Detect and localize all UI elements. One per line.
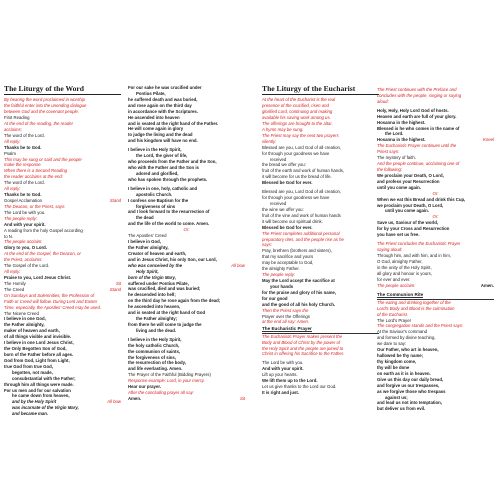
line-text: the almighty Father.: [262, 266, 300, 272]
line-text: the Father almighty,: [128, 244, 169, 250]
posture-cue: All bow: [231, 262, 245, 268]
line-text: born of the Father before all ages.: [4, 351, 74, 357]
line-text: The Prayer of the Faithful (Bidding Prayers): [128, 372, 211, 378]
line-text: and rose again on the third day: [128, 102, 192, 108]
line-text: the faithful enter into the unending dialogue: [4, 103, 87, 109]
line-text: A reading from the holy Gospel according: [4, 227, 83, 233]
line-text: The Gospel of the Lord.: [4, 263, 50, 269]
line-text: between God and the covenant people.: [4, 109, 80, 115]
line-text: thy will be done: [377, 364, 410, 370]
creed-column: [128, 85, 245, 402]
line-text: the Father almighty,: [4, 322, 45, 328]
line-text: I believe in one God,: [4, 316, 46, 322]
line-text: And with your spirit.: [4, 221, 46, 227]
line-text: all glory and honour is yours,: [377, 270, 432, 276]
line-text: for ever and ever.: [377, 276, 411, 282]
posture-cue: All bow: [107, 399, 121, 405]
line-text: At the heart of the Eucharist is the real: [262, 97, 336, 103]
line-text: and his kingdom will have no end.: [128, 138, 198, 144]
line-text: Glory to you, O Lord.: [4, 245, 47, 251]
line-text: Give us this day our daily bread,: [377, 376, 444, 382]
line-text: The people reply:: [4, 215, 38, 221]
line-text: Creator of heaven and earth,: [128, 250, 187, 256]
line-text: Save us, Saviour of the world,: [377, 220, 439, 226]
line-text: for through your goodness we have: [262, 150, 330, 156]
line-text: And with your spirit.: [262, 366, 304, 372]
line-text: received: [270, 201, 287, 207]
line-text: against us;: [385, 394, 408, 400]
line-text: preparatory rites, and the people rise as he: [262, 236, 344, 242]
line-text: apostolic Church.: [136, 191, 173, 197]
line-text: The Lord be with you.: [4, 209, 46, 215]
line-text: and profess your Resurrection: [377, 178, 440, 184]
line-text: Priest says:: [377, 149, 400, 155]
line-text: Let us give thanks to the Lord our God.: [262, 384, 337, 390]
line-text: at the end all say: Amen.: [262, 319, 310, 325]
line-text: He will come again in glory: [128, 126, 184, 132]
line-text: available his saving work among us.: [262, 115, 331, 121]
line-text: may be acceptable to God,: [262, 260, 314, 266]
line-text: the Lord, the giver of life,: [136, 153, 188, 159]
line-text: Hosanna in the highest.: [377, 119, 426, 125]
text-line: [377, 406, 494, 412]
line-text: until you come again.: [385, 208, 429, 214]
line-text: and became man.: [12, 411, 49, 417]
line-text: from there he will come to judge the: [128, 321, 202, 327]
line-text: silently:: [262, 138, 277, 144]
line-text: At the end of the Gospel, the Deacon, or: [4, 251, 81, 257]
line-text: and is seated at the right hand of the Father.: [128, 120, 219, 126]
line-text: he suffered death and was buried,: [128, 96, 198, 102]
line-text: Through him, and with him, and in him,: [377, 252, 452, 258]
line-text: Holy, Holy, Holy Lord God of hosts.: [377, 107, 449, 113]
line-text: Body and Blood of Christ by the power of: [262, 339, 341, 345]
line-text: fruit of the earth and work of human hands,: [262, 168, 344, 174]
line-text: for through your goodness we have: [262, 195, 330, 201]
liturgy-of-the-eucharist-column: [262, 85, 379, 396]
line-text: The Priest continues with the Preface and: [377, 87, 457, 92]
line-text: I believe in one, holy, catholic and: [128, 185, 198, 191]
line-text: Response example: Lord, in your mercy.: [128, 378, 205, 384]
line-text: The word of the Lord.: [4, 132, 45, 138]
line-text: who has spoken through the prophets.: [128, 176, 208, 182]
line-text: for the praise and glory of his name,: [262, 289, 337, 295]
line-text: and forgive us our trespasses,: [377, 382, 440, 388]
line-text: but deliver us from evil.: [377, 406, 426, 412]
posture-cue: Stand: [109, 286, 121, 292]
line-text: For our sake he was crucified under: [128, 85, 202, 90]
line-text: The Eucharistic Prayer: [262, 326, 312, 332]
line-text: Hosanna in the highest.: [377, 137, 426, 143]
line-text: Amen.: [128, 396, 142, 402]
line-text: At the end of the reading, the reader: [4, 121, 74, 127]
line-text: until you come again.: [377, 184, 421, 190]
line-text: All reply:: [4, 186, 21, 192]
line-text: it will become for us the bread of life.: [262, 174, 332, 180]
line-text: the communion of saints,: [128, 348, 181, 354]
line-text: Lord's Body and Blood is the culmination: [377, 305, 455, 311]
line-text: the forgiveness of sins,: [128, 354, 176, 360]
line-text: true God from true God,: [4, 363, 53, 369]
line-text: adored and glorified,: [136, 170, 179, 176]
line-text: was incarnate of the Virgin Mary,: [12, 405, 79, 411]
line-text: he ascended into heaven,: [128, 304, 181, 310]
communion-column: [377, 87, 494, 412]
line-text: begotten, not made,: [12, 369, 53, 375]
text-line: [128, 396, 245, 402]
posture-cue: Kneel: [483, 137, 494, 143]
line-text: to N.: [4, 233, 14, 239]
line-text: May the Lord accept the sacrifice at: [262, 278, 335, 283]
line-text: The Creed: [4, 286, 25, 292]
section-subheading: [262, 326, 379, 333]
section-subheading: [377, 292, 494, 299]
line-text: you have set us free.: [377, 232, 420, 238]
line-text: the Holy Spirit and the people are joined to: [262, 345, 344, 351]
line-text: make the response.: [4, 162, 42, 168]
line-text: Hear our prayer.: [128, 384, 161, 390]
line-text: and by the Holy Spirit: [12, 399, 57, 405]
line-text: and life everlasting. Amen.: [128, 366, 183, 372]
line-text: who with the Father and the Son is: [128, 164, 199, 170]
line-text: The Priest concludes the Eucharistic Prayer: [377, 241, 461, 247]
line-text: acclaims:: [4, 126, 22, 132]
line-text: suffered under Pontius Pilate,: [128, 280, 189, 286]
line-text: and is seated at the right hand of God: [128, 310, 206, 316]
line-text: Pontius Pilate,: [136, 90, 166, 96]
line-text: Blessed are you, Lord God of all creation,: [262, 144, 342, 150]
line-text: born of the Virgin Mary,: [128, 274, 176, 280]
line-text: All reply:: [4, 269, 21, 275]
liturgy-of-the-eucharist-heading: The Liturgy of the Eucharist: [262, 85, 379, 95]
line-text: as we forgive those who trespass: [377, 388, 446, 394]
line-text: The Nicene Creed: [4, 310, 39, 316]
line-text: fruit of the vine and work of human hands: [262, 212, 341, 218]
line-text: God from God, Light from Light,: [4, 357, 70, 363]
line-text: we proclaim your Death, O Lord,: [377, 202, 444, 208]
line-text: The eating and drinking together of the: [377, 299, 451, 305]
line-text: the following:: [377, 166, 403, 172]
line-text: the wine we offer you:: [262, 206, 304, 212]
line-text: I believe in one Lord Jesus Christ,: [4, 340, 74, 346]
line-text: When there is a Second Reading: [4, 168, 68, 174]
line-text: The people reply:: [262, 272, 296, 278]
line-text: We lift them up to the Lord.: [262, 378, 318, 384]
line-text: Prayer over the Offerings: [262, 313, 310, 319]
line-text: in accordance with the Scriptures.: [128, 108, 198, 114]
line-text: He ascended into heaven: [128, 114, 180, 120]
line-text: that my sacrifice and yours: [262, 254, 314, 260]
line-text: I believe in the Holy Spirit,: [128, 147, 182, 153]
line-text: for our good: [262, 295, 288, 301]
line-text: Pray, brethren (brothers and sisters),: [262, 248, 332, 254]
line-text: Holy Spirit,: [136, 268, 159, 274]
line-text: it will become our spiritual drink.: [262, 218, 323, 224]
line-text: received: [270, 156, 287, 162]
line-text: Blessed are you, Lord God of all creation,: [262, 189, 342, 195]
line-text: the holy catholic Church,: [128, 342, 180, 348]
posture-cue: Stand: [109, 198, 121, 204]
line-text: was crucified, died and was buried;: [128, 286, 201, 292]
posture-cue: Sit: [115, 280, 121, 286]
line-text: and in Jesus Christ, his only Son, our Lord,: [128, 256, 217, 262]
line-text: Time, especially, the Apostles' Creed may be used.: [4, 304, 102, 310]
line-text: the dead: [136, 215, 154, 221]
line-text: The Lord be with you.: [262, 360, 304, 366]
line-text: forgiveness of sins: [136, 203, 176, 209]
line-text: Lift up your hearts.: [262, 372, 298, 378]
line-text: on earth as it is in heaven.: [377, 370, 431, 376]
liturgy-of-the-word-heading: The Liturgy of the Word: [4, 85, 121, 95]
rubric-line: [262, 319, 379, 325]
line-text: The Apostles' Creed: [128, 233, 167, 239]
line-text: through him all things were made.: [4, 381, 74, 387]
line-text: maker of heaven and earth,: [4, 328, 60, 334]
line-text: The Eucharistic Prayer continues until the: [377, 143, 457, 149]
line-text: Faith or Creed will follow. During Lent and Easter: [4, 298, 98, 304]
line-text: Heaven and earth are full of your glory.: [377, 113, 457, 119]
line-text: By hearing the word proclaimed in worship: [4, 97, 85, 103]
line-text: Then the Priest says the: [262, 307, 309, 313]
line-text: and formed by divine teaching,: [377, 335, 436, 341]
line-text: Praise to you, Lord Jesus Christ.: [4, 275, 72, 280]
line-text: The people acclaim:: [4, 239, 43, 245]
line-text: aloud:: [377, 98, 389, 104]
line-text: When we eat this Bread and drink this Cup,: [377, 196, 466, 202]
line-text: he descended into hell;: [128, 292, 176, 298]
line-text: I believe in God,: [128, 239, 161, 245]
line-text: Blessed is he who comes in the name of: [377, 125, 460, 131]
line-text: The congregation stands and the Priest says:: [377, 323, 464, 329]
spacer: [377, 288, 494, 291]
line-text: The word of the Lord.: [4, 180, 45, 186]
line-text: concludes with the people, singing or saying: [377, 92, 462, 98]
line-text: the bread we offer you:: [262, 162, 306, 168]
line-text: Or:: [183, 227, 190, 233]
line-text: your hands: [270, 283, 294, 289]
line-text: and lead us not into temptation,: [377, 400, 442, 406]
liturgy-of-the-word-column: [4, 85, 121, 417]
line-text: First Reading: [4, 115, 30, 121]
line-text: who was conceived by the: [128, 262, 182, 268]
line-text: thy kingdom come,: [377, 358, 417, 364]
line-text: glorified Lord, continuing and making: [262, 109, 333, 115]
line-text: The mystery of faith.: [377, 155, 416, 161]
line-text: presence of the crucified, risen and: [262, 103, 329, 109]
line-text: The offerings are brought to the altar.: [262, 121, 333, 127]
line-text: hallowed be thy name;: [377, 353, 424, 359]
line-text: in the unity of the Holy Spirit,: [377, 264, 432, 270]
line-text: on the third day he rose again from the dead;: [128, 298, 221, 304]
line-text: the Father almighty;: [136, 316, 178, 322]
line-text: Our Father, who art in heaven,: [377, 347, 439, 353]
line-text: Thanks be to God.: [4, 144, 42, 150]
line-text: Blessed be God for ever.: [262, 224, 313, 230]
line-text: A hymn may be sung.: [262, 126, 304, 132]
line-text: Psalm: [4, 150, 16, 156]
text-line: [4, 411, 121, 417]
line-text: and the good of all his holy Church.: [262, 301, 336, 307]
line-text: I believe in the Holy Spirit,: [128, 336, 182, 342]
line-text: The Priest may say the next two prayers: [262, 132, 339, 138]
line-text: and the life of the world to come. Amen.: [128, 221, 210, 227]
line-text: The Communion Rite: [377, 292, 424, 298]
line-text: After the concluding prayer all say:: [128, 390, 194, 396]
line-text: The Priest completes additional personal: [262, 230, 340, 236]
line-text: The Deacon, or the Priest, says:: [4, 203, 66, 209]
line-text: The Homily: [4, 280, 26, 286]
line-text: For us men and for our salvation: [4, 387, 71, 393]
line-text: Or:: [432, 214, 439, 220]
line-text: On Sundays and Solemnities, the Profession of: [4, 292, 95, 298]
line-text: to judge the living and the dead: [128, 132, 193, 138]
line-text: The Lord's Prayer: [377, 317, 412, 323]
line-text: and I look forward to the resurrection of: [128, 209, 210, 215]
line-text: says:: [262, 242, 273, 248]
line-text: the Only Begotten Son of God,: [4, 346, 67, 352]
line-text: O God, almighty Father,: [377, 258, 423, 264]
line-text: I confess one Baptism for the: [128, 197, 189, 203]
line-text: consubstantial with the Father;: [12, 375, 76, 381]
line-text: The people acclaim:: [377, 282, 416, 288]
line-text: living and the dead.: [136, 327, 177, 333]
line-text: Or:: [432, 190, 439, 196]
line-text: It is right and just.: [262, 390, 300, 395]
line-text: the Priest, acclaims:: [4, 257, 43, 263]
line-text: he came down from heaven,: [12, 393, 70, 399]
response-text: Amen.: [480, 282, 494, 288]
line-text: Christ in offering his Sacrifice to the Father.: [262, 351, 345, 357]
line-text: for by your Cross and Resurrection: [377, 226, 450, 232]
line-text: the reader acclaims at the end:: [4, 174, 63, 180]
line-text: we dare to say:: [377, 341, 407, 347]
line-text: At the Saviour's command: [377, 329, 428, 335]
line-text: Thanks be to God.: [4, 192, 42, 198]
line-text: We proclaim your Death, O Lord,: [377, 172, 444, 178]
line-text: The Eucharistic Prayer makes present the: [262, 333, 343, 339]
line-text: the resurrection of the body,: [128, 360, 186, 366]
line-text: All reply:: [4, 138, 21, 144]
line-text: Gospel Acclamation: [4, 198, 42, 204]
posture-cue: Sit: [239, 396, 245, 402]
line-text: saying aloud:: [377, 246, 403, 252]
line-text: Blessed be God for ever.: [262, 180, 313, 186]
line-text: This may be sung or said and the people: [4, 156, 82, 162]
line-text: who proceeds from the Father and the Son,: [128, 159, 217, 165]
line-text: the Lord.: [385, 131, 404, 137]
line-text: And the people continue, acclaiming one of: [377, 161, 460, 167]
text-line: [262, 390, 379, 396]
line-text: of the Eucharist.: [377, 311, 409, 317]
line-text: of all things visible and invisible.: [4, 334, 72, 340]
